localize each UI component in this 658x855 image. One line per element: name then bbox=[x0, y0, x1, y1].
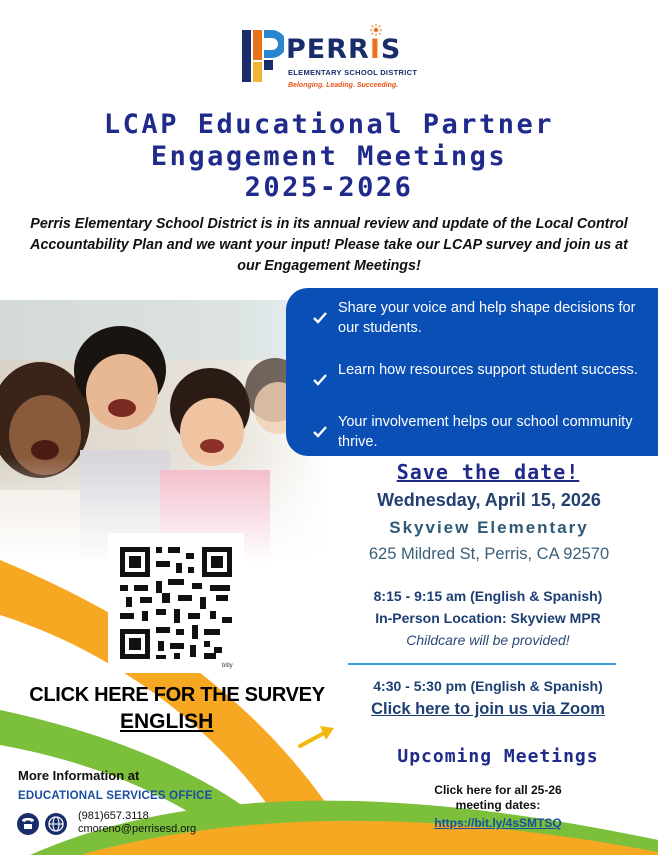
globe-icon bbox=[44, 812, 68, 836]
logo-subtitle: ELEMENTARY SCHOOL DISTRICT bbox=[288, 68, 418, 77]
zoom-join-link[interactable]: Click here to join us via Zoom bbox=[371, 700, 605, 718]
session-2-time: 4:30 - 5:30 pm (English & Spanish) bbox=[373, 678, 603, 694]
upcoming-meetings-link[interactable]: https://bit.ly/4sSMTSQ bbox=[434, 816, 562, 830]
contact-email[interactable]: cmoreno@perrisesd.org bbox=[78, 823, 197, 835]
checkmark-icon bbox=[312, 424, 328, 440]
district-logo bbox=[240, 22, 420, 97]
contact-phone[interactable]: (981)657.3118 bbox=[78, 810, 149, 822]
childcare-note: Childcare will be provided! bbox=[406, 632, 570, 648]
children-photo bbox=[0, 300, 330, 562]
survey-link[interactable]: CLICK HERE FOR THE SURVEY bbox=[29, 684, 325, 706]
session-1-location: In-Person Location: Skyview MPR bbox=[375, 610, 601, 626]
benefit-text: Share your voice and help shape decisions for our students. bbox=[338, 300, 636, 336]
phone-icon bbox=[16, 812, 40, 836]
upcoming-meetings-heading: Upcoming Meetings bbox=[397, 746, 599, 767]
benefit-text: Your involvement helps our school community thrive. bbox=[338, 414, 633, 450]
page-title-line-2: Engagement Meetings bbox=[150, 141, 508, 172]
page-title-year: 2025-2026 bbox=[244, 172, 414, 203]
meeting-address: 625 Mildred St, Perris, CA 92570 bbox=[368, 545, 610, 563]
save-the-date-heading: Save the date! bbox=[396, 460, 580, 484]
benefit-text: Learn how resources support student success. bbox=[338, 362, 638, 378]
logo-wordmark: PERRIS bbox=[286, 34, 402, 65]
office-name: EDUCATIONAL SERVICES OFFICE bbox=[18, 790, 213, 802]
intro-paragraph: Perris Elementary School District is in its annual review and update of the Local Control Accountability Plan and we want your input! Please take our LCAP survey and join us at our Engagement Meetings! bbox=[30, 216, 628, 274]
arrow-icon bbox=[298, 722, 338, 750]
survey-qr-code[interactable] bbox=[108, 533, 244, 673]
benefits-panel bbox=[286, 288, 658, 456]
upcoming-meetings-text: Click here for all 25-26 meeting dates: bbox=[434, 783, 562, 812]
sun-icon bbox=[370, 24, 382, 36]
survey-language-link[interactable]: ENGLISH bbox=[120, 710, 214, 733]
qr-caption: bitly bbox=[222, 663, 233, 669]
qr-code-icon bbox=[108, 533, 244, 673]
checkmark-icon bbox=[312, 372, 328, 388]
page-title-line-1: LCAP Educational Partner bbox=[103, 109, 555, 140]
meeting-date: Wednesday, April 15, 2026 bbox=[377, 490, 601, 510]
checkmark-icon bbox=[312, 310, 328, 326]
logo-tagline: Belonging. Leading. Succeeding. bbox=[288, 82, 399, 89]
meeting-school: Skyview Elementary bbox=[389, 518, 589, 537]
more-info-label: More Information at bbox=[18, 768, 140, 783]
perris-p-mark-icon bbox=[240, 28, 284, 84]
session-1-time: 8:15 - 9:15 am (English & Spanish) bbox=[373, 588, 603, 604]
divider bbox=[348, 663, 616, 665]
